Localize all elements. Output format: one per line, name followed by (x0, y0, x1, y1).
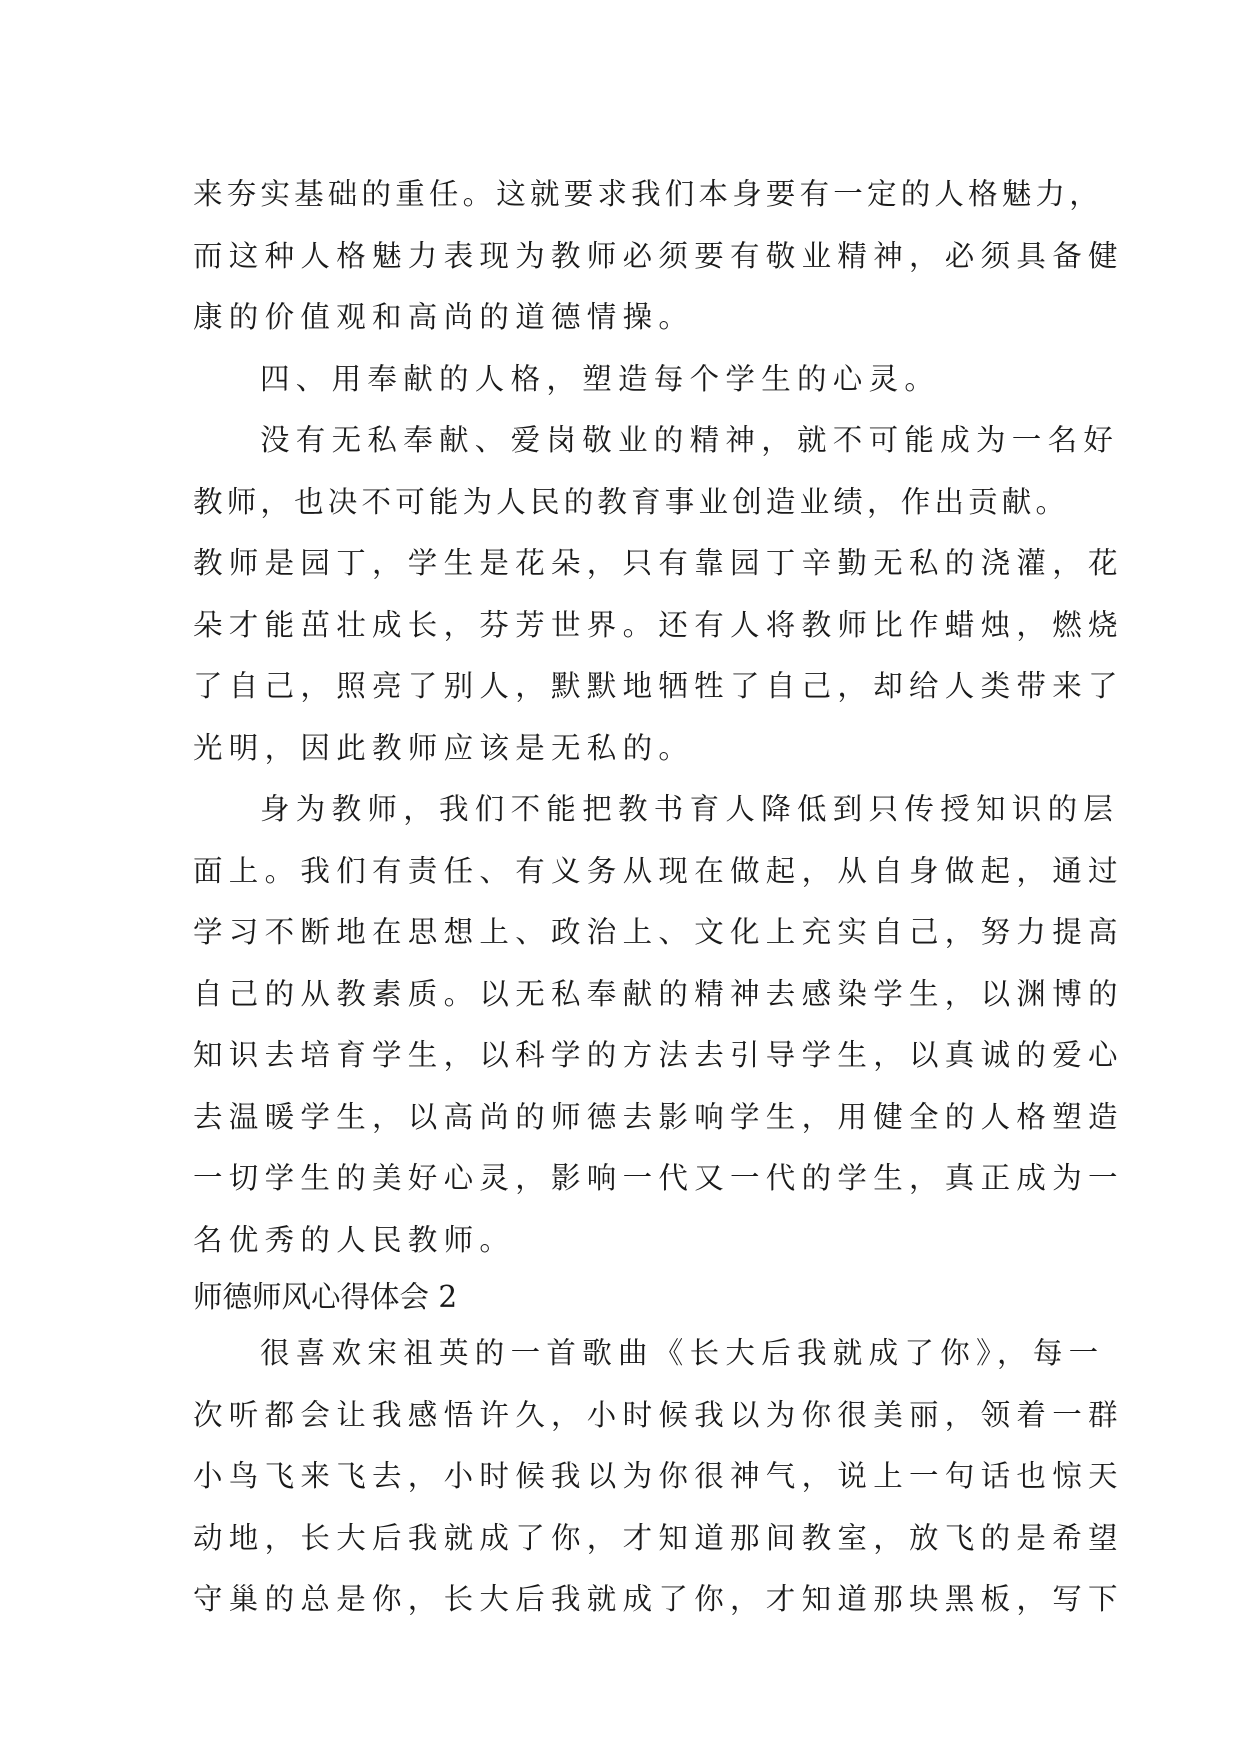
paragraph-line: 面上。我们有责任、有义务从现在做起，从自身做起，通过 (193, 853, 1124, 888)
paragraph-line: 身为教师，我们不能把教书育人降低到只传授知识的层 (260, 792, 1120, 826)
paragraph-line: 很喜欢宋祖英的一首歌曲《长大后我就成了你》，每一 (260, 1336, 1105, 1370)
paragraph-line: 康的价值观和高尚的道德情操。 (193, 300, 695, 334)
paragraph-line: 去温暖学生，以高尚的师德去影响学生，用健全的人格塑造 (193, 1099, 1124, 1134)
paragraph-line: 次听都会让我感悟许久，小时候我以为你很美丽，领着一群 (193, 1397, 1124, 1432)
paragraph-line: 光明，因此教师应该是无私的。 (193, 730, 695, 765)
paragraph-line: 名优秀的人民教师。 (193, 1222, 516, 1257)
paragraph-line: 知识去培育学生，以科学的方法去引导学生，以真诚的爱心 (193, 1038, 1124, 1072)
paragraph-line: 一切学生的美好心灵，影响一代又一代的学生，真正成为一 (193, 1161, 1124, 1195)
paragraph-line: 没有无私奉献、爱岗敬业的精神，就不可能成为一名好 (260, 423, 1120, 457)
document-body (193, 164, 1124, 1631)
paragraph-line: 守巢的总是你，长大后我就成了你，才知道那块黑板，写下 (193, 1582, 1124, 1616)
paragraph-line: 来夯实基础的重任。这就要求我们本身要有一定的人格魅力， (193, 177, 1103, 211)
document-title: 师德师风心得体会 2 (193, 1280, 458, 1314)
paragraph-line: 了自己，照亮了别人，默默地牺牲了自己，却给人类带来了 (193, 669, 1124, 703)
paragraph-line: 教师是园丁，学生是花朵，只有靠园丁辛勤无私的浇灌，花 (193, 546, 1124, 580)
paragraph-line: 学习不断地在思想上、政治上、文化上充实自己，努力提高 (193, 915, 1124, 949)
paragraph-line: 而这种人格魅力表现为教师必须要有敬业精神，必须具备健 (193, 238, 1124, 273)
paragraph-line: 自己的从教素质。以无私奉献的精神去感染学生，以渊博的 (193, 976, 1124, 1011)
paragraph-line: 教师，也决不可能为人民的教育事业创造业绩，作出贡献。 (193, 484, 1070, 519)
paragraph-line: 朵才能茁壮成长，芬芳世界。还有人将教师比作蜡烛，燃烧 (193, 607, 1124, 642)
paragraph-line: 小鸟飞来飞去，小时候我以为你很神气，说上一句话也惊天 (193, 1459, 1124, 1493)
section-heading-line: 四、用奉献的人格，塑造每个学生的心灵。 (260, 361, 941, 396)
paragraph-line: 动地，长大后我就成了你，才知道那间教室，放飞的是希望 (193, 1520, 1124, 1555)
